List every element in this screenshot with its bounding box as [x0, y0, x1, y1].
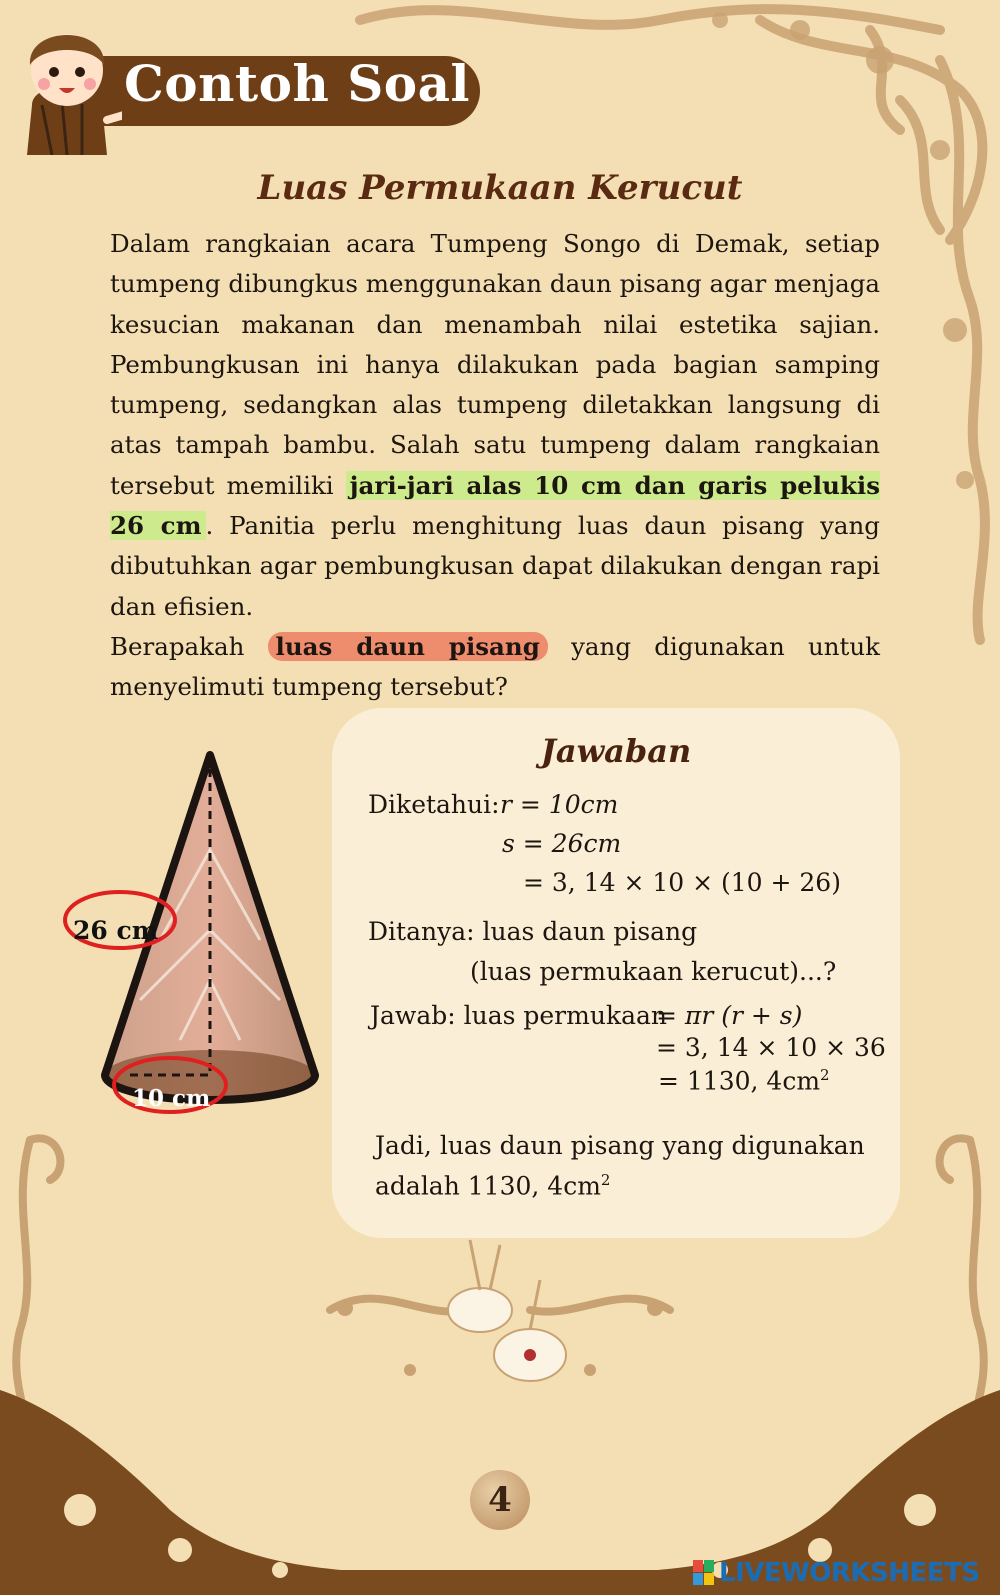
- brand-watermark[interactable]: LIVEWORKSHEETS: [719, 1558, 980, 1588]
- slant-height-label: 26 cm: [73, 916, 159, 945]
- conclusion-line2: [375, 1171, 610, 1200]
- radius-label: 10 cm: [132, 1085, 211, 1112]
- slant-equation: s = 26cm: [502, 829, 622, 858]
- conclusion-line1: Jadi, luas daun pisang yang digunakan: [375, 1131, 865, 1160]
- page-number: 4: [470, 1470, 530, 1530]
- mascot-character-icon: [12, 10, 122, 155]
- answer-title: Jawaban: [540, 732, 692, 770]
- conclusion-prefix: adalah: [375, 1171, 468, 1201]
- ditanya-detail: (luas permukaan kerucut)...?: [470, 957, 837, 986]
- conclusion-value: 1130, 4cm: [467, 1171, 601, 1201]
- result-step: [658, 1066, 830, 1095]
- liveworksheets-logo-icon: [693, 1560, 715, 1586]
- result-exponent: 2: [820, 1066, 830, 1084]
- radius-equation: r = 10cm: [500, 790, 619, 819]
- header-title: Contoh Soal: [124, 54, 471, 113]
- problem-text-part1: Dalam rangkaian acara Tumpeng Songo di Demak, setiap tumpeng dibungkus menggunakan daun pisang agar menjaga kesucian makanan dan menambah nilai estetika sajian. Pembungkusan ini hanya dilakukan pada bagian samping tumpeng, sedangkan alas tumpeng diletakkan langsung di atas tampah bambu. Salah satu tumpeng dalam rangkaian tersebut memiliki: [110, 229, 880, 500]
- highlight-asked: luas daun pisang: [268, 632, 548, 661]
- problem-text: [110, 224, 880, 708]
- question-prefix: Berapakah: [110, 631, 245, 661]
- problem-text-part2: . Panitia perlu menghitung luas daun pisang yang dibutuhkan agar pembungkusan dapat dilakukan dengan rapi dan efisien.: [110, 511, 880, 621]
- ditanya-label: Ditanya: luas daun pisang: [368, 917, 698, 946]
- jawab-label: Jawab: luas permukaan: [370, 1001, 667, 1030]
- section-title: Luas Permukaan Kerucut: [257, 168, 743, 208]
- result-value: = 1130, 4cm: [658, 1066, 821, 1096]
- formula-step: = πr (r + s): [656, 1001, 803, 1030]
- substitution-step: = 3, 14 × 10 × 36: [656, 1033, 886, 1062]
- conclusion-exponent: 2: [600, 1171, 611, 1189]
- calculation-line: = 3, 14 × 10 × (10 + 26): [523, 868, 841, 897]
- highlight-given-values: jari-jari alas 10 cm dan garis pelukis 26 cm: [110, 470, 880, 541]
- question-suffix: yang digunakan untuk menyelimuti tumpeng tersebut?: [110, 631, 881, 702]
- diketahui-label: Diketahui:: [368, 790, 500, 819]
